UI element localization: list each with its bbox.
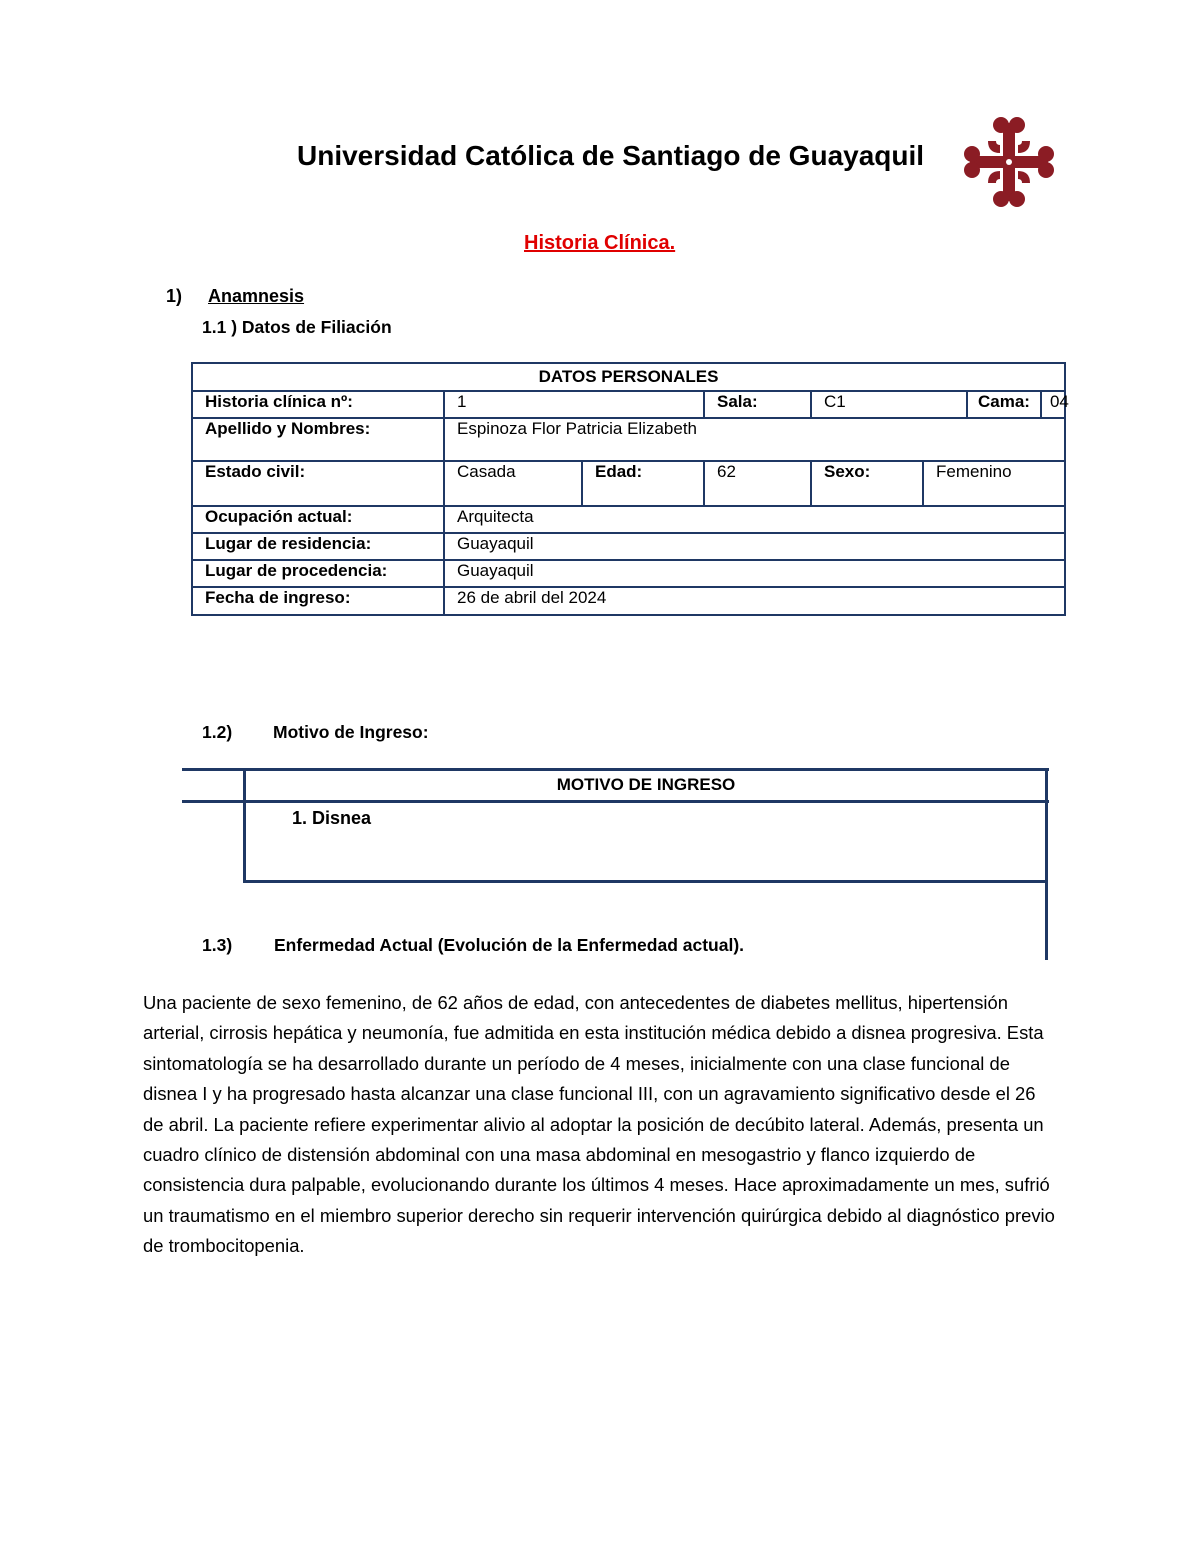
ocupacion-value: Arquitecta (444, 506, 1065, 533)
ocupacion-label: Ocupación actual: (192, 506, 444, 533)
residencia-value: Guayaquil (444, 533, 1065, 560)
motivo-item-1: 1. Disnea (292, 808, 372, 828)
sexo-label: Sexo: (811, 461, 923, 506)
motivo-header-border (182, 800, 1049, 803)
sexo-value: Femenino (923, 461, 1065, 506)
cama-label: Cama: (968, 392, 1042, 417)
document-title: Historia Clínica. (524, 232, 676, 254)
cama-cell (967, 391, 1069, 418)
section-1-3-number: 1.3) (202, 935, 233, 955)
sala-label: Sala: (704, 391, 811, 418)
university-cross-logo-icon (962, 115, 1056, 209)
estado-civil-value: Casada (444, 461, 582, 506)
nombre-label: Apellido y Nombres: (192, 418, 444, 461)
edad-label: Edad: (582, 461, 704, 506)
section-1-2-number: 1.2) (202, 722, 233, 742)
motivo-bottom-border (243, 880, 1048, 883)
residencia-label: Lugar de residencia: (192, 533, 444, 560)
motivo-right-border (1045, 768, 1048, 960)
motivo-top-border (182, 768, 1049, 771)
fecha-ingreso-label: Fecha de ingreso: (192, 587, 444, 615)
edad-value: 62 (704, 461, 811, 506)
enfermedad-actual-text: Una paciente de sexo femenino, de 62 años de edad, con antecedentes de diabetes mellitus, hipertensión arterial, cirrosis hepática y neumonía, fue admitida en esta institución médica debido a disnea progresiva. Esta sintomatología se ha desarrollado durante un período de 4 meses, inicialmente con una clase funcional de disnea I y ha progresado hasta alcanzar una clase funcional III, con un agravamiento significativo desde el 26 de abril. La paciente refiere experimentar alivio al adoptar la posición de decúbito lateral. Además, presenta un cuadro clínico de distensión abdominal con una masa abdominal en mesogastrio y flanco izquierdo de consistencia dura palpable, evolucionando durante los últimos 4 meses. Hace aproximadamente un mes, sufrió un traumatismo en el miembro superior derecho sin requerir intervención quirúrgica debido al diagnóstico previo de trombocitopenia. (143, 992, 1055, 1257)
section-1-2-title: Motivo de Ingreso: (273, 722, 429, 742)
historia-value: 1 (444, 391, 704, 418)
procedencia-value: Guayaquil (444, 560, 1065, 587)
cama-value: 04 (1049, 392, 1069, 411)
section-1-3-title: Enfermedad Actual (Evolución de la Enfermedad actual). (274, 935, 745, 955)
enfermedad-actual-paragraph (143, 988, 1058, 1262)
estado-civil-label: Estado civil: (192, 461, 444, 506)
section-1-title: Anamnesis (208, 286, 305, 306)
motivo-ingreso-header: MOTIVO DE INGRESO (556, 775, 736, 794)
university-title: Universidad Católica de Santiago de Guayaquil (297, 140, 925, 171)
datos-personales-header: DATOS PERSONALES (192, 363, 1065, 391)
procedencia-label: Lugar de procedencia: (192, 560, 444, 587)
nombre-value: Espinoza Flor Patricia Elizabeth (444, 418, 1065, 461)
sala-value: C1 (811, 391, 967, 418)
datos-personales-table (191, 362, 1069, 616)
historia-label: Historia clínica nº: (192, 391, 444, 418)
section-1-1-title: 1.1 ) Datos de Filiación (202, 317, 392, 337)
fecha-ingreso-value: 26 de abril del 2024 (444, 587, 1065, 615)
section-1-number: 1) (166, 286, 183, 306)
